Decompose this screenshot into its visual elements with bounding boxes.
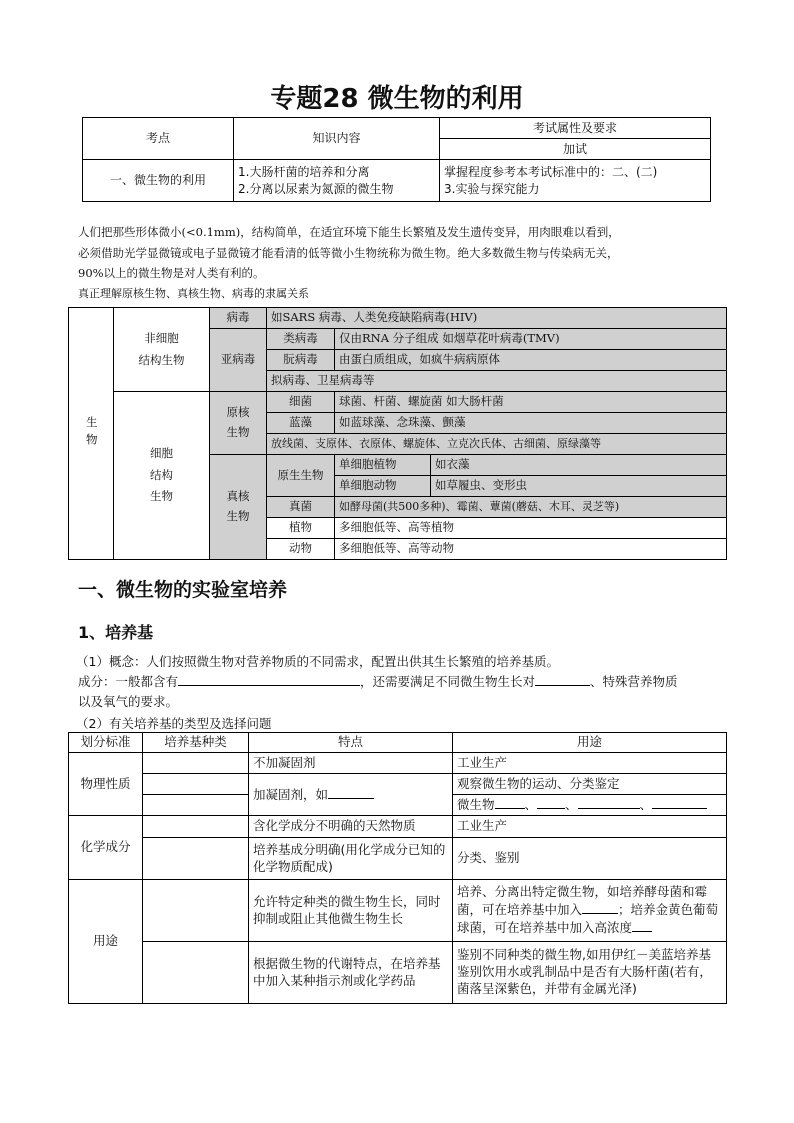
bio-label: 生物 [84,416,99,451]
point-cell: 一、微生物的利用 [83,160,234,202]
phys-type-3[interactable] [143,795,249,816]
fungi-desc: 如酵母菌(共500多种)、霉菌、蕈菌(蘑菇、木耳、灵芝等) [335,497,727,518]
euk-label-1: 真核 [226,489,250,504]
mh-standard: 划分标准 [69,733,143,753]
requirements-table [82,117,711,202]
animal-desc: 多细胞低等、高等动物 [335,539,727,560]
content-line-1: 1.大肠杆菌的培养和分离 [238,165,370,180]
cell-label-2: 结构 [150,467,173,482]
header-content: 知识内容 [234,118,440,160]
header-point: 考点 [83,118,234,160]
cell-label-3: 生物 [150,489,173,504]
select-blank-2[interactable] [632,919,652,932]
fungi-cell: 真菌 [267,497,335,518]
page-title: 专题28 微生物的利用 [270,84,524,114]
comp-text-d: 以及氧气的要求。 [78,694,179,709]
micro-blank-1[interactable] [495,796,525,809]
intro-line-2: 必须借助光学显微镜或电子显微镜才能看清的低等微小生物统称为微生物。绝大多数微生物与传染病无关， [78,245,619,260]
micro-text: 微生物 [457,797,495,813]
comp-blank-1[interactable] [178,673,360,686]
use-type-2[interactable] [143,942,249,1004]
mh-use: 用途 [453,733,727,753]
animal-cell: 动物 [267,539,335,560]
header-attr: 考试属性及要求 [440,118,711,139]
virus-desc: 如SARS 病毒、人类免疫缺陷病毒(HIV) [267,308,727,329]
classify-cell: 分类、鉴别 [453,838,727,880]
prion-desc: 由蛋白质组成，如疯牛病病原体 [335,350,727,371]
bio-cell [69,308,114,560]
uni-animal-cell: 单细胞动物 [335,476,431,497]
synth-cell: 培养基成分明确(用化学成分已知的化学物质配成) [249,838,453,880]
intro-line-4: 真正理解原核生物、真核生物、病毒的隶属关系 [78,286,309,300]
attr-line-2: 3.实验与探究能力 [444,181,540,196]
attr-line-1: 掌握程度参考本考试标准中的：二、(二) [444,165,658,180]
chem-type-1[interactable] [143,816,249,838]
euk-cell [210,455,267,560]
intro-line-1: 人们把那些形体微小(<0.1mm)，结构简单，在适宜环境下能生长繁殖及发生遗传变异，用肉眼难以看到， [78,225,620,239]
micro-blank-2[interactable] [537,796,565,809]
composition-line [78,672,728,712]
media-table [68,732,727,1004]
select-use-b: ；培养金黄色葡萄球菌，可在培养基中加入高浓度 [457,902,719,935]
cell-label-1: 细胞 [150,446,173,461]
mh-feature: 特点 [249,733,453,753]
attr-cell [440,160,711,202]
agar-blank[interactable] [328,786,374,799]
prok-label-2: 生物 [226,425,250,439]
select-feat-cell: 允许特定种类的微生物生长，同时抑制或阻止其他微生物生长 [249,880,453,942]
micro-cell: 微生物 、 、 、 [453,795,727,816]
diff-use-cell: 鉴别不同种类的微生物,如用伊红－美蓝培养基鉴别饮用水或乳制品中是否有大肠杆菌(若有，菌落呈深紫色，并带有金属光泽) [453,942,727,1004]
protist-cell: 原生生物 [267,455,335,497]
content-line-2: 2.分离以尿素为氮源的微生物 [238,181,394,196]
section-heading: 一、微生物的实验室培养 [78,579,288,601]
others-cell: 放线菌、支原体、衣原体、螺旋体、立克次氏体、古细菌、原绿藻等 [267,434,727,455]
select-blank-1[interactable] [582,901,618,914]
observe-cell: 观察微生物的运动、分类鉴定 [453,774,727,795]
agar-cell [249,774,453,816]
phys-type-1[interactable] [143,753,249,774]
classification-table [68,307,727,560]
noncell-label-2: 结构生物 [138,352,185,367]
header-add: 加试 [440,139,711,160]
phys-type-2[interactable] [143,774,249,795]
comp-text-c: 、特殊营养物质 [590,674,678,689]
subsection-heading: 1、培养基 [78,623,154,642]
intro-paragraph [78,222,728,304]
select-use-a: 培养、分离出特定微生物，如培养酵母菌和霉菌，可在培养基中加入 [457,884,708,918]
natural-cell: 含化学成分不明确的天然物质 [249,816,453,838]
phys-cell: 物理性质 [69,753,143,816]
comp-blank-2[interactable] [535,673,590,686]
no-agar-cell: 不加凝固剂 [249,753,453,774]
satellite-cell: 拟病毒、卫星病毒等 [267,371,727,392]
viroid-cell: 类病毒 [267,329,335,350]
types-line: （2）有关培养基的类型及选择问题 [76,716,272,731]
use-cell: 用途 [69,880,143,1004]
uni-animal-desc: 如草履虫、变形虫 [431,476,727,497]
comp-text-a: 成分：一般都含有 [78,674,179,689]
plant-cell: 植物 [267,518,335,539]
plant-desc: 多细胞低等、高等植物 [335,518,727,539]
comp-text-b: ，还需要满足不同微生物生长对 [360,674,536,689]
intro-line-3: 90%以上的微生物是对人类有利的。 [78,266,265,280]
ind-use-2: 工业生产 [453,816,727,838]
agar-text: 加凝固剂，如 [253,786,329,802]
chem-cell: 化学成分 [69,816,143,880]
uni-plant-desc: 如衣藻 [431,455,727,476]
prok-cell [210,392,267,455]
concept-line: （1）概念：人们按照微生物对营养物质的不同需求，配置出供其生长繁殖的培养基质。 [76,654,559,669]
chem-type-2[interactable] [143,838,249,880]
prok-label-1: 原核 [226,405,250,420]
diff-feat-cell: 根据微生物的代谢特点，在培养基中加入某种指示剂或化学药品 [249,942,453,1004]
subvirus-cell: 亚病毒 [210,329,267,392]
cyano-cell: 蓝藻 [267,413,335,434]
mh-type: 培养基种类 [143,733,249,753]
prion-cell: 朊病毒 [267,350,335,371]
euk-label-2: 生物 [226,509,250,523]
micro-blank-4[interactable] [652,796,707,809]
noncell-label-1: 非细胞 [144,330,179,345]
uni-plant-cell: 单细胞植物 [335,455,431,476]
bacteria-desc: 球菌、杆菌、螺旋菌 如大肠杆菌 [335,392,727,413]
use-type-1[interactable] [143,880,249,942]
cell-bio-cell [114,392,210,560]
select-use-cell [453,880,727,942]
bacteria-cell: 细菌 [267,392,335,413]
micro-blank-3[interactable] [578,796,640,809]
content-cell [234,160,440,202]
noncell-cell [114,308,210,392]
virus-cell: 病毒 [210,308,267,329]
ind-use-1: 工业生产 [453,753,727,774]
viroid-desc: 仅由RNA 分子组成 如烟草花叶病毒(TMV) [335,329,727,350]
cyano-desc: 如蓝球藻、念珠藻、颤藻 [335,413,727,434]
